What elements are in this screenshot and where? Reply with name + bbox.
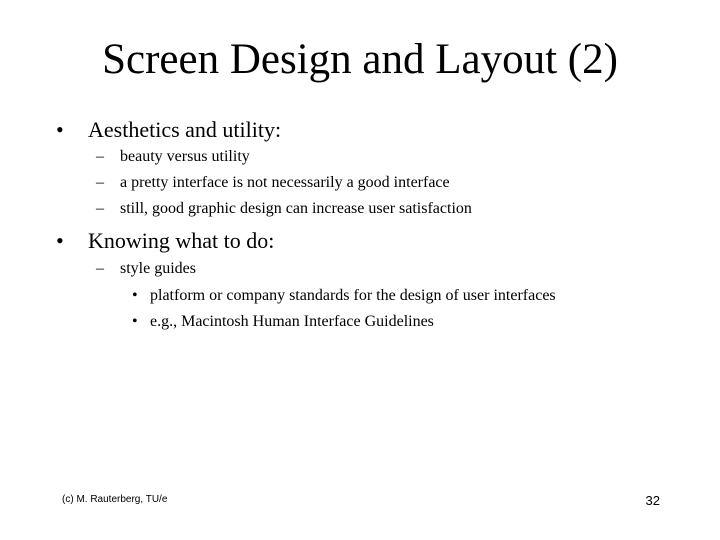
page-number: 32 — [645, 493, 660, 508]
bullet-text: Knowing what to do: — [88, 228, 275, 253]
dash-marker: – — [96, 260, 104, 277]
bullet-marker: • — [56, 228, 64, 253]
subbullet-text: beauty versus utility — [120, 148, 250, 165]
subbullet-text: a pretty interface is not necessarily a good interface — [120, 174, 450, 191]
slide-title: Screen Design and Layout (2) — [102, 36, 618, 83]
bullet-marker: • — [132, 287, 138, 304]
bullet-text: Aesthetics and utility: — [88, 117, 282, 142]
dash-marker: – — [96, 200, 104, 217]
subsubbullet-text: platform or company standards for the design of user interfaces — [150, 287, 556, 304]
subbullet-text: still, good graphic design can increase user satisfaction — [120, 200, 472, 217]
dash-marker: – — [96, 148, 104, 165]
subbullet-text: style guides — [120, 260, 196, 277]
bullet-marker: • — [56, 117, 64, 142]
subsubbullet-text: e.g., Macintosh Human Interface Guidelines — [150, 313, 434, 330]
footer-copyright: (c) M. Rauterberg, TU/e — [62, 494, 168, 505]
dash-marker: – — [96, 174, 104, 191]
bullet-marker: • — [132, 313, 138, 330]
